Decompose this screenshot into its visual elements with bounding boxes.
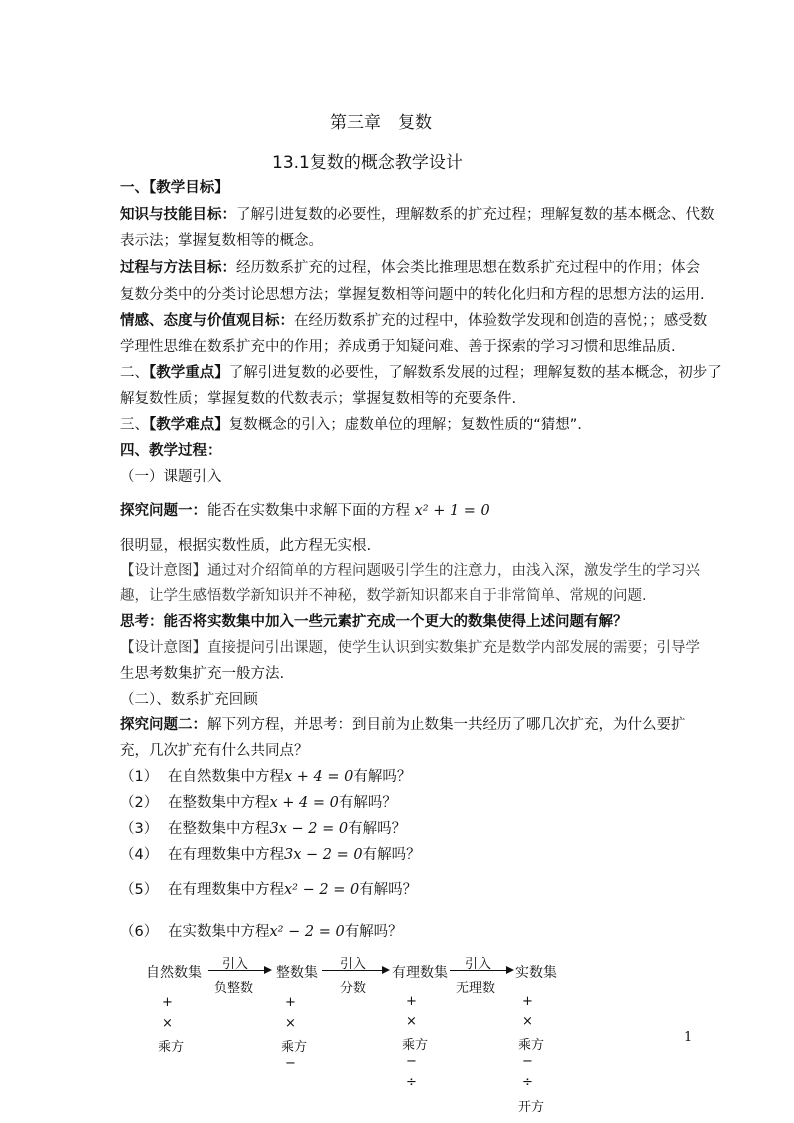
- item-suffix: 有解吗？: [353, 769, 412, 785]
- list-item: [120, 879, 417, 901]
- question-2-line-1: [120, 714, 686, 736]
- think-question: 思考：能否将实数集中加入一些元素扩充成一个更大的数集使得上述问题有解？: [120, 614, 628, 630]
- item-equation: 3x − 2 = 0: [284, 847, 363, 863]
- list-item: [120, 818, 406, 840]
- item-suffix: 有解吗？: [362, 847, 421, 863]
- ops-rational-2: 乘方: [402, 1038, 429, 1053]
- item-suffix: 有解吗？: [338, 795, 397, 811]
- item-number: （4）: [120, 847, 159, 863]
- item-number: （6）: [120, 924, 159, 940]
- question-2-text-1: 解下列方程，并思考：到目前为止数集一共经历了哪几次扩充，为什么要扩: [207, 717, 686, 733]
- emotion-goal-text-2: 学理性思维在数系扩充中的作用；养成勇于知疑问难、善于探索的学习习惯和思维品质.: [120, 339, 676, 355]
- ops-real-4: ÷: [522, 1075, 533, 1090]
- arrow-1-line: [208, 970, 264, 971]
- design-intent-2-line-1: 【设计意图】直接提问引出课题，使学生认识到实数集扩充是数学内部发展的需要；引导学: [120, 640, 700, 656]
- ops-integer-0: +: [285, 995, 296, 1010]
- knowledge-goal-text-1: 了解引进复数的必要性，理解数系的扩充过程；理解复数的基本概念、代数: [236, 207, 715, 223]
- emotion-goal-line-1: [120, 310, 707, 332]
- set-rational: 有理数集: [392, 965, 448, 981]
- item-number: （5）: [120, 882, 159, 898]
- item-equation: x² − 2 = 0: [284, 882, 360, 898]
- ops-real-2: 乘方: [518, 1038, 545, 1053]
- difficulties-prefix: 三、: [120, 417, 149, 433]
- item-equation: x + 4 = 0: [284, 769, 354, 785]
- question-1-label: 探究问题一：: [120, 503, 207, 519]
- question-2-label: 探究问题二：: [120, 717, 207, 733]
- ops-rational-0: +: [406, 994, 417, 1009]
- item-number: （3）: [120, 821, 159, 837]
- item-prefix: 在有理数集中方程: [168, 847, 284, 863]
- item-prefix: 在实数集中方程: [168, 924, 270, 940]
- arrow-1-head: [264, 966, 272, 974]
- page-number: 1: [684, 1030, 693, 1045]
- key-points-text-2: 解复数性质；掌握复数的代数表示；掌握复数相等的充要条件.: [120, 391, 517, 407]
- process-goal-label: 过程与方法目标：: [120, 260, 236, 276]
- question-2-text-2: 充，几次扩充有什么共同点？: [120, 743, 309, 759]
- process-goal-line-1: [120, 257, 700, 279]
- arrow-3-line: [450, 970, 506, 971]
- set-natural: 自然数集: [146, 965, 202, 981]
- arrow-3-top-label: 引入: [465, 957, 492, 972]
- difficulties-label: 【教学难点】: [149, 417, 229, 433]
- question-1: [120, 500, 490, 522]
- knowledge-goal-label: 知识与技能目标：: [120, 207, 236, 223]
- arrow-1-top-label: 引入: [222, 957, 249, 972]
- item-equation: x + 4 = 0: [269, 795, 339, 811]
- arrow-3-head: [506, 966, 514, 974]
- key-points-line-1: [120, 362, 722, 384]
- list-item: [120, 921, 403, 943]
- process-goal-text-2: 复数分类中的分类讨论思想方法；掌握复数相等问题中的转化化归和方程的思想方法的运用.: [120, 287, 705, 303]
- no-real-root-text: 很明显，根据实数性质，此方程无实根.: [120, 538, 372, 554]
- ops-integer-2: 乘方: [281, 1040, 308, 1055]
- knowledge-goal-line-1: [120, 204, 715, 226]
- arrow-2-top-label: 引入: [340, 957, 367, 972]
- item-prefix: 在自然数集中方程: [168, 769, 284, 785]
- ops-integer-3: −: [285, 1056, 296, 1071]
- ops-real-0: +: [522, 994, 533, 1009]
- key-points-label: 【教学重点】: [149, 365, 229, 381]
- ops-rational-1: ×: [406, 1014, 417, 1029]
- ops-real-5: 开方: [518, 1100, 545, 1115]
- ops-real-1: ×: [522, 1014, 533, 1029]
- emotion-goal-label: 情感、态度与价值观目标：: [120, 313, 294, 329]
- question-1-equation: x² + 1 = 0: [414, 503, 490, 519]
- arrow-2-head: [382, 966, 390, 974]
- set-real: 实数集: [515, 965, 557, 981]
- ops-natural-2: 乘方: [158, 1040, 185, 1055]
- arrow-1-bottom-label: 负整数: [214, 981, 254, 996]
- item-number: （1）: [120, 769, 159, 785]
- process-heading: 四、教学过程：: [120, 443, 222, 459]
- list-item: [120, 766, 411, 788]
- knowledge-goal-text-2: 表示法；掌握复数相等的概念。: [120, 233, 323, 249]
- key-points-text-1: 了解引进复数的必要性，了解数系发展的过程；理解复数的基本概念，初步了: [228, 365, 722, 381]
- design-intent-1-line-2: 趣，让学生感悟数学新知识并不神秘，数学新知识都来自于非常简单、常规的问题.: [120, 588, 647, 604]
- part-2-heading: （二）、数系扩充回顾: [120, 692, 258, 708]
- item-equation: x² − 2 = 0: [269, 924, 345, 940]
- arrow-2-line: [322, 970, 382, 971]
- part-1-heading: （一）课题引入: [120, 469, 222, 485]
- list-item: [120, 844, 421, 866]
- emotion-goal-text-1: 在经历数系扩充的过程中，体验数学发现和创造的喜悦；；感受数: [294, 313, 708, 329]
- item-prefix: 在整数集中方程: [168, 795, 270, 811]
- difficulties-line: [120, 414, 582, 436]
- arrow-2-bottom-label: 分数: [340, 981, 367, 996]
- item-prefix: 在有理数集中方程: [168, 882, 284, 898]
- section-title: 13.1复数的概念教学设计: [272, 153, 463, 173]
- key-points-prefix: 二、: [120, 365, 149, 381]
- item-equation: 3x − 2 = 0: [269, 821, 349, 837]
- ops-integer-1: ×: [285, 1016, 296, 1031]
- design-intent-1-line-1: 【设计意图】通过对介绍简单的方程问题吸引学生的注意力，由浅入深，激发学生的学习兴: [120, 563, 700, 579]
- ops-rational-4: ÷: [406, 1075, 417, 1090]
- question-1-text: 能否在实数集中求解下面的方程: [207, 503, 410, 519]
- difficulties-text: 复数概念的引入；虚数单位的理解；复数性质的“猜想”.: [228, 417, 582, 433]
- process-goal-text-1: 经历数系扩充的过程，体会类比推理思想在数系扩充过程中的作用；体会: [236, 260, 700, 276]
- ops-natural-0: +: [162, 995, 173, 1010]
- item-prefix: 在整数集中方程: [168, 821, 270, 837]
- item-number: （2）: [120, 795, 159, 811]
- ops-real-3: −: [522, 1054, 533, 1069]
- set-integer: 整数集: [276, 965, 318, 981]
- item-suffix: 有解吗？: [344, 924, 403, 940]
- chapter-title: 第三章 复数: [330, 113, 432, 133]
- item-suffix: 有解吗？: [359, 882, 418, 898]
- goals-heading: 一、【教学目标】: [120, 180, 229, 196]
- ops-natural-1: ×: [162, 1016, 173, 1031]
- item-suffix: 有解吗？: [348, 821, 407, 837]
- list-item: [120, 792, 397, 814]
- design-intent-2-line-2: 生思考数集扩充一般方法.: [120, 666, 285, 682]
- ops-rational-3: −: [406, 1054, 417, 1069]
- arrow-3-bottom-label: 无理数: [456, 981, 496, 996]
